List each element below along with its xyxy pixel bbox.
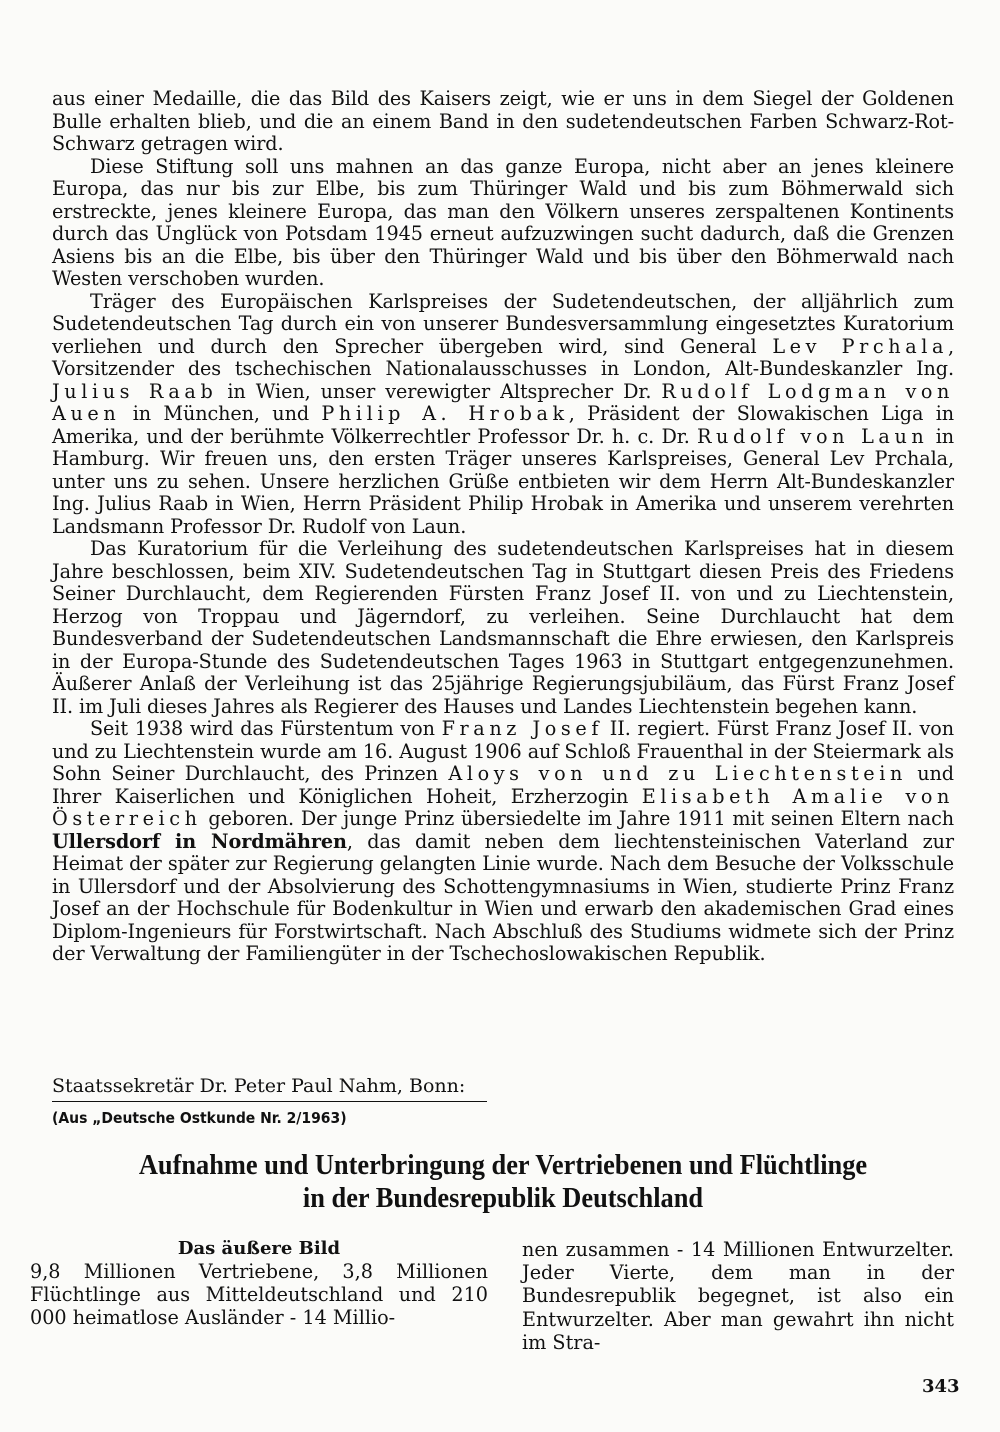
source-note: (Aus „Deutsche Ostkunde Nr. 2/1963) [52,1109,347,1127]
name-rudolf-lodgman: Rudolf Lodgman von Auen [52,379,954,425]
paragraph-stiftung: Diese Stiftung soll uns mahnen an das ganze Europa, nicht aber an jenes kleinere Europa, das nur bis zur Elbe, bis zum Thüringer Wald und bis zum Böhmerwald sich erstreckte, jenes kleinere Europa, das man den Völkern unseres zerspaltenen Kontinents durch das Unglück von Potsdam 1945 erneut aufzuzwingen sucht dadurch, daß die Grenzen Asiens bis an die Elbe, bis über den Thüringer Wald und bis über den Böhmerwald nach Westen verschoben wurden. [52,154,954,290]
title-line-2: in der Bundesrepublik Deutschland [302,1182,704,1214]
author-line: Staatssekretär Dr. Peter Paul Nahm, Bonn: [52,1075,466,1097]
paragraph-kuratorium: Das Kuratorium für die Verleihung des sudetendeutschen Karlspreises hat in diesem Jahre beschlossen, beim XIV. Sudetendeutschen Tag in Stuttgart diesen Preis des Friedens Seiner Durchlaucht, dem Regierenden Fürsten Franz Josef II. von und zu Liechtenstein, Herzog von Troppau und Jägerndorf, zu verleihen. Seine Durchlaucht hat dem Bundesverband der Sudetendeutschen Landsmannschaft die Ehre erwiesen, den Karlspreis in der Europa-Stunde des Sudetendeutschen Tages 1963 in Stuttgart entgegenzunehmen. Äußerer Anlaß der Verleihung ist das 25jährige Regierungsjubiläum, das Fürst Franz Josef II. im Juli dieses Jahres als Regierer des Hauses und Landes Liechtenstein begehen kann. [52,537,954,718]
author-underline [52,1101,487,1102]
paragraph-traeger: Träger des Europäischen Karlspreises der Sudetendeutschen, der alljährlich zum Sudetendeutschen Tag durch ein von unserer Bundesversammlung eingesetztes Kuratorium verliehen und durch den Sprecher übergeben wird, sind General Lev Prchala, Vorsitzender des tschechischen Nationalausschusses in London, Alt-Bundeskanzler Ing. Julius Raab in Wien, unser verewigter Altsprecher Dr. Rudolf Lodgman von Auen in München, und Philip A. Hrobak, Präsident der Slowakischen Liga in Amerika, und der berühmte Völkerrechtler Professor Dr. h. c. Dr. Rudolf von Laun in Hamburg. Wir freuen uns, den ersten Träger unseres Karlspreises, General Lev Prchala, unter uns zu sehen. Unsere herzlichen Grüße entbieten wir dem Herrn Alt-Bundeskanzler Ing. Julius Raab in Wien, Herrn Präsident Philip Hrobak in Amerika und unserem verehrten Landsmann Professor Dr. Rudolf von Laun. [52,289,955,538]
name-elisabeth-amalie: Elisabeth Amalie von Österreich [52,784,954,830]
paragraph-seit-1938: Seit 1938 wird das Fürstentum von Franz Josef II. regiert. Fürst Franz Josef II. von und zu Liechtenstein wurde am 16. August 1906 auf Schloß Frauenthal in der Steiermark als Sohn Seiner Durchlaucht, des Prinzen Aloys von und zu Liechtenstein und Ihrer Kaiserlichen und Königlichen Hoheit, Erzherzogin Elisabeth Amalie von Österreich geboren. Der junge Prinz übersiedelte im Jahre 1911 mit seinen Eltern nach Ullersdorf in Nordmähren, das damit neben dem liechtensteinischen Vaterland zur Heimat der später zur Regierung gelangten Linie wurde. Nach dem Besuche der Volksschule in Ullersdorf und der Absolvierung des Schottengymnasiums in Wien, studierte Prinz Franz Josef an der Hochschule für Bodenkultur in Wien und erwarb den akademischen Grad eines Diplom-Ingenieurs für Forstwirtschaft. Nach Abschluß des Studiums widmete sich der Prinz der Verwaltung der Familiengüter in der Tschechoslowakischen Republik. [52,717,955,965]
column-left-text: 9,8 Millionen Vertriebene, 3,8 Millionen Flüchtlinge aus Mitteldeutschland und 210 000 heimatlose Ausländer - 14 Millio- [30,1260,488,1330]
name-julius-raab: Julius Raab [52,379,218,403]
title-line-1: Aufnahme und Unterbringung der Vertriebenen und Flüchtlinge [138,1149,868,1181]
column-left [30,1238,488,1330]
name-aloys: Aloys von und zu Liechtenstein [448,762,907,785]
article-continuation [52,88,954,966]
name-lev-prchala: Lev Prchala [772,334,949,358]
column-right [522,1238,954,1354]
place-ullersdorf: Ullersdorf in Nordmähren [52,829,347,853]
name-franz-josef: Franz Josef [441,717,604,740]
column-right-text: nen zusammen - 14 Millionen Entwurzelter. Jeder Vierte, dem man in der Bundesrepublik begegnet, ist also ein Entwurzelter. Aber man gewahrt ihn nicht im Stra- [522,1238,954,1354]
page-number: 343 [922,1376,960,1397]
paragraph-medaille: aus einer Medaille, die das Bild des Kaisers zeigt, wie er uns in dem Siegel der Goldenen Bulle erhalten blieb, und die an einem Band in den sudetendeutschen Farben Schwarz-Rot-Schwarz getragen wird. [52,87,954,155]
name-rudolf-von-laun: Rudolf von Laun [697,424,929,448]
subheading: Das äußere Bild [177,1238,341,1259]
name-philip-hrobak: Philip A. Hrobak [321,402,569,425]
article-title [93,1149,914,1215]
